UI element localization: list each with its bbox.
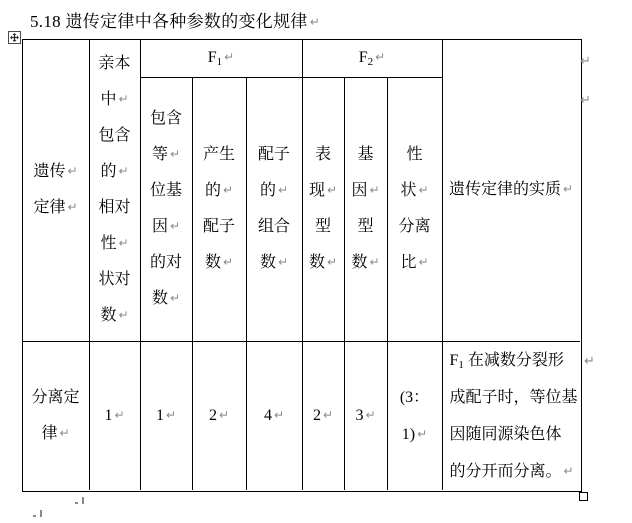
header-gamete-count[interactable] xyxy=(193,78,247,342)
text-run: 遗传定律的实质 xyxy=(448,181,561,198)
paragraph-mark: ↵ xyxy=(67,164,78,178)
text-run: 2 xyxy=(208,406,217,424)
header-combination-count-line xyxy=(258,137,290,173)
header-genotype-count-line xyxy=(357,209,373,245)
header-phenotype-count[interactable] xyxy=(303,78,345,342)
mark-bar xyxy=(40,510,42,517)
cell-essence-line xyxy=(450,342,564,379)
text-run: 数 xyxy=(151,290,168,307)
cell-gamete-count[interactable] xyxy=(193,342,247,490)
paragraph-mark: ↵ xyxy=(169,291,181,305)
text-run: 相对 xyxy=(98,199,131,216)
text-run: F xyxy=(207,49,217,66)
text-run: 的 xyxy=(259,182,276,199)
paragraph-mark: ↵ xyxy=(169,219,181,233)
text-run: 中 xyxy=(100,91,117,108)
text-run: 产生 xyxy=(202,146,235,163)
header-genotype-count-line xyxy=(357,137,373,173)
text-run: 型 xyxy=(314,218,331,235)
page-title[interactable] xyxy=(30,7,320,32)
mark-bar xyxy=(82,497,84,504)
header-gamete-count-line xyxy=(205,173,233,209)
text-run: 组合 xyxy=(257,218,290,235)
header-f2-line xyxy=(359,43,385,73)
cell-combination-count[interactable] xyxy=(247,342,303,490)
cell-law-name-line xyxy=(41,416,69,452)
table-resize-handle[interactable] xyxy=(579,492,588,501)
paragraph-mark: ↵ xyxy=(417,426,428,441)
paragraph-mark: ↵ xyxy=(222,183,234,197)
header-allele-pairs-line xyxy=(150,245,182,281)
text-run: 数 xyxy=(259,254,276,271)
paragraph-mark: ↵ xyxy=(563,463,574,478)
paragraph-mark: ↵ xyxy=(326,255,338,269)
cell-allele-pairs-line xyxy=(156,398,176,434)
paragraph-mark: ↵ xyxy=(580,54,591,69)
header-genotype-count[interactable] xyxy=(345,78,388,342)
cell-parent-trait-pairs-line xyxy=(104,398,124,434)
header-law-line xyxy=(33,190,77,226)
paragraph-mark: ↵ xyxy=(67,200,78,214)
text-run: 在减数分裂形 xyxy=(463,351,564,369)
header-law-line xyxy=(33,154,77,190)
header-f1[interactable] xyxy=(141,40,303,78)
header-phenotype-count-line xyxy=(315,137,331,173)
paragraph-mark: ↵ xyxy=(277,255,289,269)
header-gamete-count-line xyxy=(203,209,235,245)
paragraph-mark: ↵ xyxy=(369,255,380,269)
header-essence-line xyxy=(449,172,573,208)
text-run: 分离定 xyxy=(31,388,80,406)
paragraph-mark: ↵ xyxy=(118,92,129,106)
cell-essence-line xyxy=(450,379,578,416)
genetics-parameters-table xyxy=(22,39,582,492)
text-run: 状对 xyxy=(98,271,131,288)
text-run: 的 xyxy=(100,163,117,180)
paragraph-mark: ↵ xyxy=(580,93,591,108)
cell-combination-count-line xyxy=(264,398,284,434)
cell-phenotype-count[interactable] xyxy=(303,342,345,490)
text-run: 比 xyxy=(400,254,417,271)
header-phenotype-count-line xyxy=(315,209,331,245)
table-move-handle[interactable] xyxy=(8,31,21,44)
header-combination-count-line xyxy=(260,173,288,209)
subscript-text: 2 xyxy=(367,56,374,68)
paragraph-mark: ↵ xyxy=(222,255,234,269)
header-allele-pairs-line xyxy=(152,281,180,317)
header-genotype-count-line xyxy=(351,245,379,281)
header-f2[interactable] xyxy=(303,40,443,78)
text-run: 因 xyxy=(351,182,368,199)
paragraph-mark: ↵ xyxy=(218,407,230,422)
paragraph-mark: ↵ xyxy=(375,50,386,64)
paragraph-mark: ↵ xyxy=(309,15,320,29)
header-gamete-count-line xyxy=(203,137,235,173)
text-run: 配子 xyxy=(257,146,290,163)
paragraph-mark: ↵ xyxy=(418,183,429,197)
paragraph-mark: ↵ xyxy=(562,182,574,196)
header-genotype-count-line xyxy=(351,173,379,209)
header-parent-trait-pairs-line xyxy=(100,298,128,334)
header-phenotype-count-line xyxy=(309,245,337,281)
header-parent-trait-pairs-line xyxy=(98,46,130,82)
paragraph-mark: ↵ xyxy=(114,407,125,422)
faint-formatting-mark xyxy=(33,510,43,518)
text-run: 等 xyxy=(151,146,168,163)
text-run: 配子 xyxy=(202,218,235,235)
header-segregation-ratio-line xyxy=(400,173,428,209)
text-run: 性 xyxy=(406,146,423,163)
header-gamete-count-line xyxy=(205,245,233,281)
header-allele-pairs-line xyxy=(150,173,182,209)
subscript-text: 1 xyxy=(216,56,223,68)
header-segregation-ratio-line xyxy=(400,245,428,281)
text-run: 型 xyxy=(357,218,374,235)
header-parent-trait-pairs-line xyxy=(98,118,130,154)
cell-phenotype-count-line xyxy=(313,398,333,434)
paragraph-mark: ↵ xyxy=(165,407,177,422)
header-allele-pairs-line xyxy=(152,209,180,245)
text-run: 亲本 xyxy=(98,55,131,72)
text-run: 1 xyxy=(155,406,164,424)
cell-segregation-ratio-line xyxy=(400,379,429,416)
header-f1-line xyxy=(208,43,234,73)
text-run: F xyxy=(358,49,368,66)
text-run: 包含 xyxy=(98,127,131,144)
header-parent-trait-pairs-line xyxy=(98,190,130,226)
header-parent-trait-pairs-line xyxy=(100,226,128,262)
text-run: 律 xyxy=(41,424,58,442)
header-parent-trait-pairs-line xyxy=(100,154,128,190)
paragraph-mark: ↵ xyxy=(118,236,129,250)
cell-genotype-count[interactable] xyxy=(345,342,388,490)
header-combination-count-line xyxy=(260,245,288,281)
mark-dot xyxy=(75,502,78,504)
text-run: 的 xyxy=(204,182,221,199)
paragraph-mark: ↵ xyxy=(118,164,129,178)
text-run: (3： xyxy=(399,388,430,406)
header-phenotype-count-line xyxy=(309,173,337,209)
text-run: 遗传 xyxy=(33,163,66,180)
subscript-text: 1 xyxy=(458,358,464,371)
text-run: 的分开而分离。 xyxy=(449,462,562,480)
text-run: F xyxy=(449,351,459,369)
cell-law-name[interactable] xyxy=(23,342,90,490)
cell-gamete-count-line xyxy=(209,398,229,434)
header-segregation-ratio[interactable] xyxy=(388,78,443,342)
text-run: 现 xyxy=(308,182,325,199)
text-run: 性 xyxy=(100,235,117,252)
faint-formatting-mark xyxy=(75,497,85,505)
paragraph-mark: ↵ xyxy=(418,255,429,269)
cell-genotype-count-line xyxy=(355,398,375,434)
paragraph-mark: ↵ xyxy=(224,50,235,64)
header-segregation-ratio-line xyxy=(398,209,430,245)
text-run: 数 xyxy=(308,254,325,271)
text-run: 包含 xyxy=(149,110,182,127)
paragraph-mark: ↵ xyxy=(59,425,70,440)
text-run: 1 xyxy=(104,406,113,424)
paragraph-mark: ↵ xyxy=(326,183,338,197)
text-run: 表 xyxy=(314,146,331,163)
text-run: 成配子时，等位基 xyxy=(449,388,578,406)
cell-parent-trait-pairs[interactable] xyxy=(90,342,141,490)
header-allele-pairs[interactable] xyxy=(141,78,193,342)
text-run: 1) xyxy=(401,425,416,443)
cell-essence-line xyxy=(450,453,574,490)
paragraph-mark: ↵ xyxy=(322,407,334,422)
header-parent-trait-pairs-line xyxy=(100,82,128,118)
cell-essence[interactable] xyxy=(443,342,580,490)
text-run: 2 xyxy=(312,406,321,424)
header-parent-trait-pairs[interactable] xyxy=(90,40,141,342)
text-run: 状 xyxy=(400,182,417,199)
paragraph-mark: ↵ xyxy=(169,147,181,161)
header-law[interactable] xyxy=(23,40,90,342)
mark-dot xyxy=(33,515,36,517)
paragraph-mark: ↵ xyxy=(273,407,285,422)
text-run: 的对 xyxy=(149,254,182,271)
paragraph-mark: ↵ xyxy=(369,183,380,197)
text-run: 位基 xyxy=(149,182,182,199)
cell-segregation-ratio-line xyxy=(402,416,427,453)
text-run: 基 xyxy=(357,146,374,163)
header-allele-pairs-line xyxy=(150,101,182,137)
header-segregation-ratio-line xyxy=(406,137,422,173)
header-allele-pairs-line xyxy=(152,137,180,173)
page-title-text: 5.18 遗传定律中各种参数的变化规律 xyxy=(30,12,308,31)
text-run: 3 xyxy=(355,406,364,424)
text-run: 因 xyxy=(151,218,168,235)
text-run: 数 xyxy=(351,254,368,271)
text-run: 4 xyxy=(263,406,272,424)
text-run: 分离 xyxy=(398,218,431,235)
text-run: 数 xyxy=(204,254,221,271)
header-combination-count-line xyxy=(258,209,290,245)
cell-allele-pairs[interactable] xyxy=(141,342,193,490)
cell-segregation-ratio[interactable] xyxy=(388,342,443,490)
header-combination-count[interactable] xyxy=(247,78,303,342)
paragraph-mark: ↵ xyxy=(584,354,595,369)
cell-law-name-line xyxy=(31,380,79,416)
header-essence[interactable] xyxy=(443,40,580,342)
header-parent-trait-pairs-line xyxy=(98,262,130,298)
cell-essence-line xyxy=(450,416,562,453)
paragraph-mark: ↵ xyxy=(365,407,376,422)
text-run: 定律 xyxy=(33,199,66,216)
text-run: 因随同源染色体 xyxy=(449,425,562,443)
move-icon xyxy=(10,33,19,42)
paragraph-mark: ↵ xyxy=(118,308,129,322)
text-run: 数 xyxy=(100,307,117,324)
paragraph-mark: ↵ xyxy=(277,183,289,197)
